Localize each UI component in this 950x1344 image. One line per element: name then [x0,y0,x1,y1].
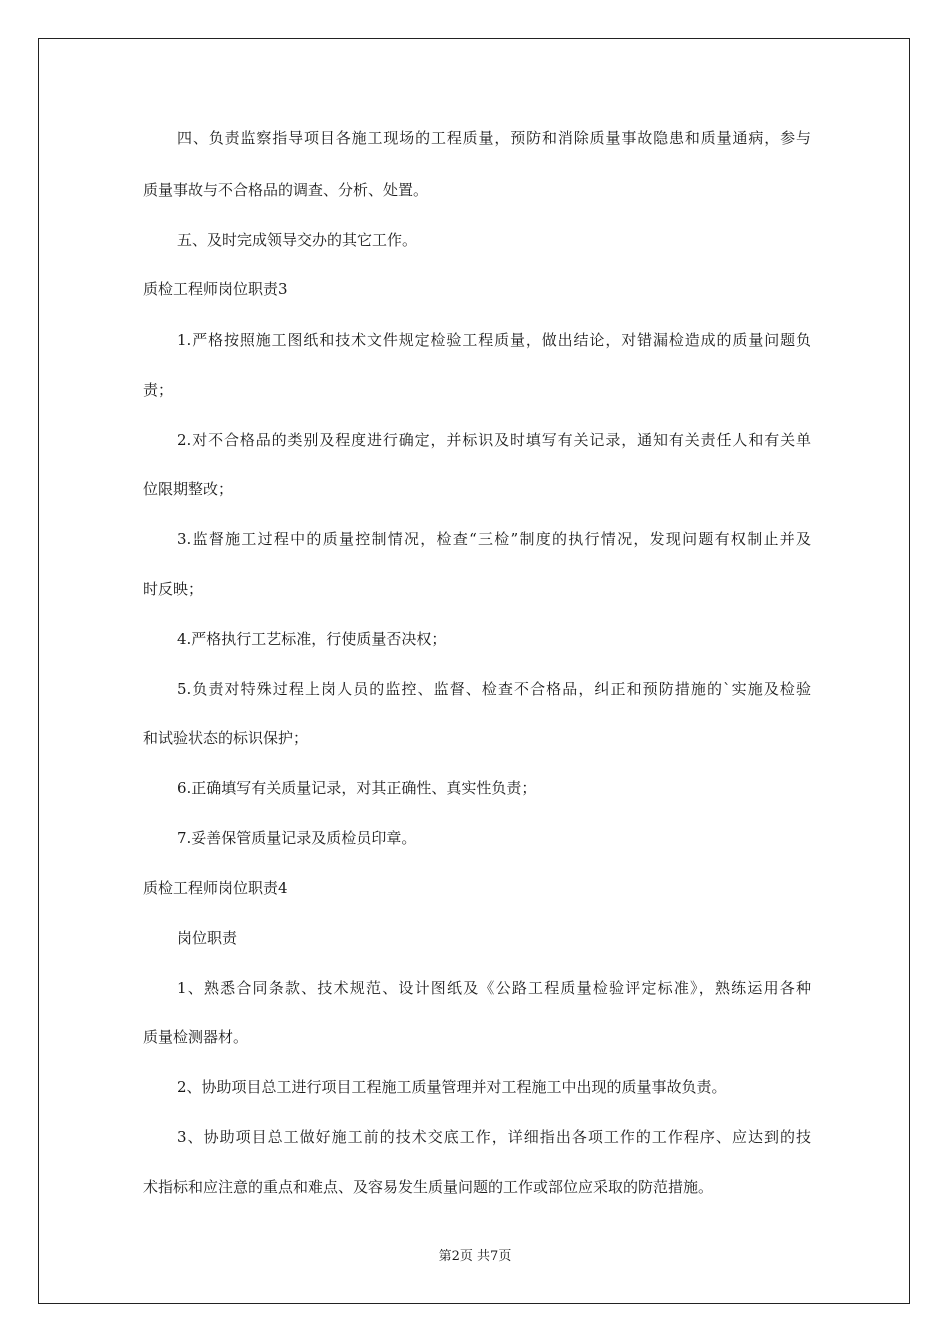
section-heading: 质检工程师岗位职责3 [143,280,288,298]
paragraph-line: 五、及时完成领导交办的其它工作。 [177,231,418,249]
paragraph-line: 7.妥善保管质量记录及质检员印章。 [177,829,417,847]
subsection-heading: 岗位职责 [177,929,238,947]
paragraph-line: 1、熟悉合同条款、技术规范、设计图纸及《公路工程质量检验评定标准》，熟练运用各种 [177,979,811,997]
paragraph-line: 1.严格按照施工图纸和技术文件规定检验工程质量，做出结论，对错漏检造成的质量问题负 [177,331,811,349]
paragraph-line: 3.监督施工过程中的质量控制情况，检查“三检”制度的执行情况，发现问题有权制止并及 [177,530,811,548]
paragraph-line: 责； [143,381,174,399]
paragraph-line: 4.严格执行工艺标准，行使质量否决权； [177,630,447,648]
page-border [38,38,910,1304]
section-heading: 质检工程师岗位职责4 [143,879,288,897]
page-number-footer: 第2页 共7页 [438,1249,512,1264]
paragraph-line: 2、协助项目总工进行项目工程施工质量管理并对工程施工中出现的质量事故负责。 [177,1078,727,1096]
paragraph-line: 质量检测器材。 [143,1028,249,1046]
paragraph-line: 5.负责对特殊过程上岗人员的监控、监督、检查不合格品，纠正和预防措施的`实施及检验 [177,680,811,698]
paragraph-line: 四、负责监察指导项目各施工现场的工程质量，预防和消除质量事故隐患和质量通病，参与 [177,129,811,147]
paragraph-line: 和试验状态的标识保护； [143,729,309,747]
paragraph-line: 位限期整改； [143,480,234,498]
paragraph-line: 时反映； [143,580,204,598]
paragraph-line: 6.正确填写有关质量记录，对其正确性、真实性负责； [177,779,537,797]
paragraph-line: 2.对不合格品的类别及程度进行确定，并标识及时填写有关记录，通知有关责任人和有关单 [177,431,811,449]
paragraph-line: 3、协助项目总工做好施工前的技术交底工作，详细指出各项工作的工作程序、应达到的技 [177,1128,811,1146]
paragraph-line: 质量事故与不合格品的调查、分析、处置。 [143,181,429,199]
paragraph-line: 术指标和应注意的重点和难点、及容易发生质量问题的工作或部位应采取的防范措施。 [143,1178,714,1196]
